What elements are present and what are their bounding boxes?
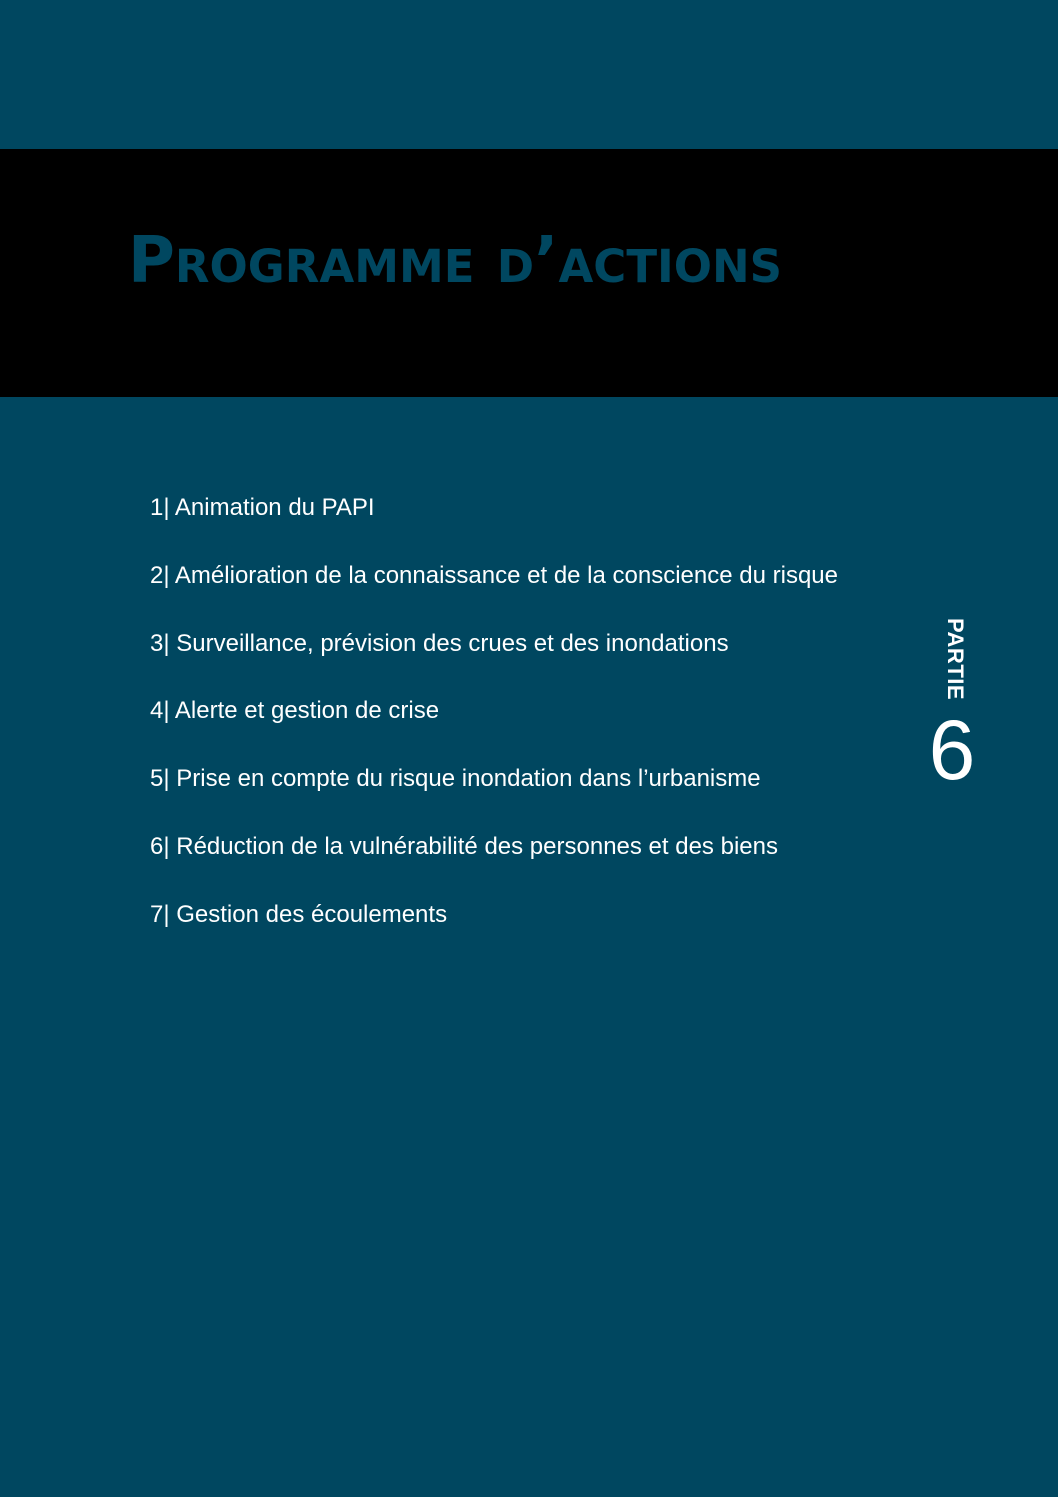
- toc-item-3: 3| Surveillance, prévision des crues et des inondations: [150, 629, 729, 657]
- page-title: Programme d’actions: [128, 224, 783, 298]
- part-label: PARTIE: [943, 618, 968, 701]
- toc-item-1: 1| Animation du PAPI: [150, 494, 375, 521]
- toc-item-7: 7| Gestion des écoulements: [150, 900, 448, 928]
- toc-item-6: 6| Réduction de la vulnérabilité des personnes et des biens: [150, 832, 778, 860]
- toc-item-5: 5| Prise en compte du risque inondation dans l’urbanisme: [150, 765, 761, 793]
- toc-item-2: 2| Amélioration de la connaissance et de la conscience du risque: [150, 561, 838, 589]
- table-of-contents: [150, 490, 838, 965]
- part-number: 6: [928, 703, 976, 797]
- toc-item-4: 4| Alerte et gestion de crise: [150, 697, 440, 725]
